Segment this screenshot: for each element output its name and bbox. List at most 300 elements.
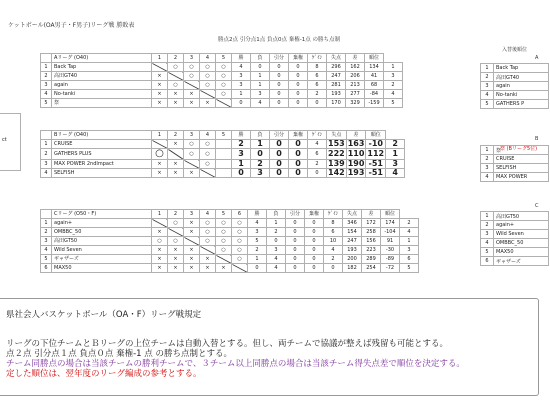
stat-value: 6 (308, 72, 327, 81)
table-row (41, 246, 419, 255)
match-result: × (152, 90, 168, 99)
stat-value: 112 (367, 149, 385, 158)
stat-value: 41 (365, 72, 384, 81)
stat-value: -10 (366, 140, 386, 149)
rules-box (0, 298, 539, 396)
stat-value: 4 (384, 90, 403, 99)
stat-value: 247 (327, 72, 346, 81)
stat-value: -104 (381, 228, 400, 237)
stat-value: 0 (289, 90, 308, 99)
match-result (216, 160, 232, 169)
side-rank: 6 (481, 257, 494, 266)
stat-value: 1 (251, 81, 270, 90)
match-result: ○ (200, 149, 216, 160)
stat-value: -159 (365, 99, 384, 108)
stat-value: 134 (365, 63, 384, 72)
stat-value: 0 (305, 237, 324, 246)
stat-value: 281 (327, 81, 346, 90)
table-row (41, 90, 403, 99)
stat-value: 1 (251, 72, 270, 81)
stat-value: -51 (366, 160, 386, 169)
team-number: 1 (41, 63, 52, 72)
side-row (481, 155, 549, 164)
stat-value: 0 (270, 160, 289, 169)
side-a-label: A (535, 55, 539, 61)
match-result: ○ (152, 149, 168, 160)
match-result: ○ (232, 255, 248, 264)
side-a-table (480, 63, 549, 109)
stat-value: 0 (305, 228, 324, 237)
side-rank: 1 (481, 146, 494, 155)
stat-value: 4 (400, 228, 419, 237)
stat-value: 156 (362, 237, 381, 246)
opponent-header: 2 (168, 131, 184, 140)
table-row (41, 72, 403, 81)
match-result: × (200, 99, 216, 108)
match-result: ○ (216, 219, 232, 228)
stat-value: 1 (384, 63, 403, 72)
table-row (41, 237, 419, 246)
side-b-table (480, 145, 549, 182)
stat-value: 0 (270, 90, 289, 99)
stat-value: 2 (386, 140, 405, 149)
stat-value: 296 (327, 63, 346, 72)
team-number: 5 (41, 99, 52, 108)
stat-value: 0 (289, 160, 308, 169)
match-result (184, 237, 200, 246)
stat-value: 213 (346, 81, 365, 90)
stat-header: 負 (267, 210, 286, 219)
stat-value: 0 (289, 140, 308, 149)
side-rank: 2 (481, 73, 494, 82)
stat-value: 0 (289, 63, 308, 72)
side-c-label: C (535, 203, 539, 209)
side-row (481, 212, 549, 221)
stat-header: 順位 (366, 131, 386, 140)
match-result: ○ (216, 246, 232, 255)
opponent-header: 2 (168, 54, 184, 63)
match-result (200, 169, 216, 178)
stat-header: 引分 (270, 131, 289, 140)
stat-header: 勝 (232, 131, 251, 140)
side-team: CRUISE (494, 155, 549, 164)
stat-value: 8 (324, 219, 343, 228)
table-row (41, 140, 405, 149)
stat-header: 棄権 (289, 54, 308, 63)
stat-value: 4 (251, 99, 270, 108)
opponent-header: 2 (168, 210, 184, 219)
match-result: ○ (152, 237, 168, 246)
opponent-header: 1 (152, 131, 168, 140)
opponent-header: 3 (184, 131, 200, 140)
side-team: MAX50 (494, 248, 549, 257)
stat-value: 190 (347, 159, 365, 168)
match-result: ○ (200, 237, 216, 246)
team-name: MAX50 (52, 264, 152, 273)
match-result (152, 63, 168, 72)
stat-value: 2 (248, 246, 267, 255)
stat-value: 8 (308, 63, 327, 72)
league-label: Cリーグ (O50・F) (52, 210, 152, 219)
stat-value: 1 (232, 90, 251, 99)
side-b-note: 祭 (Bリーグ5位) (500, 146, 538, 152)
stat-value: 193 (343, 246, 362, 255)
stat-value: 2 (308, 160, 327, 169)
stat-value: 6 (308, 149, 327, 160)
stat-value: 0 (270, 99, 289, 108)
side-team: 祭 (494, 146, 549, 155)
side-rank: 1 (481, 212, 494, 221)
stat-value: 0 (232, 169, 251, 178)
stat-value: 182 (343, 264, 362, 273)
table-row (41, 264, 419, 273)
match-result (200, 90, 216, 99)
match-result: ○ (216, 228, 232, 237)
stat-value: 0 (305, 219, 324, 228)
side-team: SELFISH (494, 164, 549, 173)
stat-value: 1 (248, 255, 267, 264)
match-result: ○ (232, 228, 248, 237)
team-name: 高田GT50 (52, 237, 152, 246)
match-result: × (152, 264, 168, 273)
side-row (481, 73, 549, 82)
side-team: GATHERS P (494, 100, 549, 109)
match-result (200, 246, 216, 255)
stat-value: 0 (289, 149, 308, 160)
stat-value: 193 (347, 168, 365, 177)
team-name: 祭 (52, 99, 152, 108)
left-partial-text: ct (2, 137, 7, 143)
stat-value: 4 (386, 169, 405, 178)
match-result (216, 140, 232, 149)
match-result (152, 219, 168, 228)
stat-value: 139 (328, 159, 345, 168)
side-team: ギャザーズ (494, 257, 549, 266)
opponent-header: 5 (216, 54, 232, 63)
stat-header: 順位 (365, 54, 384, 63)
team-number: 1 (41, 140, 52, 149)
team-name: again (52, 81, 152, 90)
team-name: Back Tap (52, 63, 152, 72)
match-result: ○ (200, 63, 216, 72)
match-result: × (168, 160, 184, 169)
team-name: SELFISH (52, 169, 152, 178)
stat-value: 346 (343, 219, 362, 228)
opponent-header: 1 (152, 54, 168, 63)
league-b-table (40, 130, 405, 178)
opponent-header: 6 (232, 210, 248, 219)
side-row (481, 248, 549, 257)
match-result: × (152, 228, 168, 237)
side-rank: 3 (481, 82, 494, 91)
stat-value: 3 (400, 246, 419, 255)
stat-value: 3 (384, 72, 403, 81)
stat-value: -30 (381, 246, 400, 255)
side-row (481, 82, 549, 91)
stat-value: 3 (251, 90, 270, 99)
table-row (41, 255, 419, 264)
match-result: × (184, 255, 200, 264)
team-name: ギャザーズ (52, 255, 152, 264)
stat-value: 2 (384, 81, 403, 90)
side-rank: 5 (481, 100, 494, 109)
stat-value: 289 (362, 255, 381, 264)
team-name: MAX POWER 2ndImpact (52, 160, 152, 169)
stat-value: 2 (267, 228, 286, 237)
side-row (481, 64, 549, 73)
match-result: ○ (200, 140, 216, 149)
stat-value: 0 (305, 246, 324, 255)
side-rank: 5 (481, 248, 494, 257)
match-result: × (184, 169, 200, 178)
stat-value: 1 (386, 149, 405, 160)
match-result: × (168, 246, 184, 255)
match-result: ○ (216, 72, 232, 81)
stat-value: 4 (308, 140, 327, 149)
header-blank (41, 54, 52, 63)
match-result: × (152, 255, 168, 264)
stat-header: 負 (251, 54, 270, 63)
team-number: 5 (41, 255, 52, 264)
stat-value: 2 (232, 140, 251, 149)
match-result: ○ (168, 219, 184, 228)
stat-value: 0 (289, 169, 308, 178)
stat-value: 0 (289, 99, 308, 108)
stat-header: ｹﾞｲﾝ (324, 210, 343, 219)
stat-value: 0 (270, 149, 289, 160)
stat-value: 1 (251, 140, 270, 149)
stat-value: 222 (328, 149, 345, 158)
stat-header: 差 (362, 210, 381, 219)
stat-value: -72 (381, 264, 400, 273)
side-team: No-tanki (494, 91, 549, 100)
match-result: ○ (200, 81, 216, 90)
side-row (481, 146, 549, 155)
stat-header: 失点 (343, 210, 362, 219)
side-team: again+ (494, 221, 549, 230)
stat-value: 3 (251, 169, 270, 178)
stat-value: 3 (248, 228, 267, 237)
stat-value: 153 (328, 139, 345, 148)
stat-value: 277 (346, 90, 365, 99)
team-name: No-tanki (52, 90, 152, 99)
team-number: 6 (41, 264, 52, 273)
team-number: 2 (41, 149, 52, 160)
stat-value: 172 (362, 219, 381, 228)
stat-value: 2 (400, 219, 419, 228)
match-result: ○ (184, 63, 200, 72)
stat-value: 154 (343, 228, 362, 237)
stat-value: 163 (347, 139, 365, 148)
stat-header: 順位 (381, 210, 400, 219)
table-row (41, 169, 405, 178)
team-name: Wild Seven (52, 246, 152, 255)
match-result: ○ (216, 90, 232, 99)
stat-value: 4 (267, 264, 286, 273)
side-b-label: B (535, 136, 539, 142)
opponent-header: 5 (216, 131, 232, 140)
stat-header: 引分 (270, 54, 289, 63)
stat-value: 0 (270, 140, 289, 149)
opponent-header: 3 (184, 54, 200, 63)
stat-value: 1 (267, 219, 286, 228)
side-rank: 3 (481, 164, 494, 173)
stat-value: 193 (327, 90, 346, 99)
stat-value: -51 (366, 169, 386, 178)
league-a-table (40, 53, 403, 108)
match-result: × (152, 81, 168, 90)
stat-value: 142 (328, 168, 345, 177)
side-rank: 4 (481, 239, 494, 248)
league-label: Bリーグ (O40) (52, 131, 152, 140)
side-rank: 2 (481, 155, 494, 164)
stat-value: 91 (381, 237, 400, 246)
rules-line-3: チーム同勝点の場合は当該チームの勝利チームで、３チーム以上同勝点の場合は当該チーム得失点差で順位を決定する。 (6, 359, 465, 369)
match-result (232, 264, 248, 273)
stat-value: 0 (286, 219, 305, 228)
stat-value: 4 (248, 219, 267, 228)
side-rank: 4 (481, 91, 494, 100)
stat-value: 4 (267, 255, 286, 264)
side-team: MAX POWER (494, 173, 549, 182)
match-result (184, 160, 200, 169)
table-row (41, 219, 419, 228)
page-title: ケットボール(OA男子・F男子)リーグ戦 勝敗表 (8, 22, 135, 29)
stat-header: 棄権 (289, 131, 308, 140)
stat-value: 170 (327, 99, 346, 108)
stat-value: 6 (400, 255, 419, 264)
side-rank: 4 (481, 173, 494, 182)
opponent-header: 4 (200, 131, 216, 140)
stat-value: 5 (248, 237, 267, 246)
stat-value: 0 (305, 255, 324, 264)
stat-value: 4 (324, 246, 343, 255)
stat-value: 0 (289, 81, 308, 90)
match-result: ○ (200, 160, 216, 169)
match-result: × (200, 255, 216, 264)
stat-value: 3 (386, 160, 405, 169)
stat-value: 0 (286, 264, 305, 273)
match-result (216, 169, 232, 178)
match-result: ○ (184, 140, 200, 149)
team-name: GATHERS PLUS (52, 149, 152, 160)
side-rank: 2 (481, 221, 494, 230)
stat-value: 68 (365, 81, 384, 90)
match-result: × (184, 99, 200, 108)
opponent-header: 1 (152, 210, 168, 219)
rules-heading: 県社会人バスケットボール（OA・F）リーグ戦規定 (6, 310, 202, 320)
match-result (216, 149, 232, 160)
match-result: ○ (216, 81, 232, 90)
header-blank (41, 131, 52, 140)
side-c-table (480, 211, 549, 266)
stat-value: 4 (232, 63, 251, 72)
stat-header: 棄権 (305, 210, 324, 219)
stat-value: 0 (267, 237, 286, 246)
match-result: ○ (200, 219, 216, 228)
stat-value: 5 (400, 264, 419, 273)
stat-value: 2 (251, 160, 270, 169)
match-result: × (168, 169, 184, 178)
stat-value: 3 (232, 149, 251, 160)
match-result (216, 99, 232, 108)
stat-value: 0 (270, 169, 289, 178)
stat-header: 勝 (232, 54, 251, 63)
match-result: × (168, 140, 184, 149)
side-team: Wild Seven (494, 230, 549, 239)
stat-header: 差 (346, 54, 365, 63)
match-result: ○ (168, 63, 184, 72)
stat-value: 0 (248, 264, 267, 273)
stat-value: 0 (286, 228, 305, 237)
stat-value: 0 (286, 237, 305, 246)
match-result: ○ (200, 228, 216, 237)
stat-value: 1 (232, 160, 251, 169)
match-result: × (152, 246, 168, 255)
match-result (168, 72, 184, 81)
team-number: 3 (41, 237, 52, 246)
stat-header: 失点 (327, 131, 347, 140)
match-result: × (152, 99, 168, 108)
match-result: × (168, 264, 184, 273)
team-number: 3 (41, 160, 52, 169)
match-result: × (168, 99, 184, 108)
stat-value: 0 (270, 63, 289, 72)
match-result: × (184, 228, 200, 237)
stat-value: 1 (400, 237, 419, 246)
stat-value: 206 (346, 72, 365, 81)
team-name: OMBBC_50 (52, 228, 152, 237)
match-result: ○ (216, 63, 232, 72)
match-result: × (184, 264, 200, 273)
side-team: 高田GT40 (494, 73, 549, 82)
side-team: 高田GT50 (494, 212, 549, 221)
stat-value: 200 (343, 255, 362, 264)
match-result: ○ (216, 237, 232, 246)
team-name: 高田GT40 (52, 72, 152, 81)
stat-value: 5 (384, 99, 403, 108)
match-result: ○ (232, 237, 248, 246)
stat-value: 0 (232, 99, 251, 108)
points-rule: 勝点2点 引分点1点 負点0点 棄権-1点 の勝ち点制 (218, 37, 340, 43)
team-name: CRUISE (52, 140, 152, 149)
stat-header: 負 (251, 131, 270, 140)
stat-value: 223 (362, 246, 381, 255)
match-result: × (184, 90, 200, 99)
side-rank: 3 (481, 230, 494, 239)
match-result (216, 255, 232, 264)
match-result (168, 228, 184, 237)
match-result: ○ (168, 237, 184, 246)
opponent-header: 3 (184, 210, 200, 219)
side-team: Back Tap (494, 64, 549, 73)
header-blank (41, 210, 52, 219)
side-row (481, 91, 549, 100)
stat-value: 110 (347, 149, 365, 158)
stat-header: 失点 (327, 54, 346, 63)
team-name: again+ (52, 219, 152, 228)
table-row (41, 149, 405, 160)
stat-value: 6 (324, 228, 343, 237)
stat-value: 0 (286, 255, 305, 264)
table-row (41, 228, 419, 237)
stat-header: 勝 (248, 210, 267, 219)
side-row (481, 230, 549, 239)
rules-line-4: 定した順位は、翌年度のリーグ編成の参考とする。 (6, 369, 202, 379)
stat-value: 0 (251, 63, 270, 72)
team-number: 3 (41, 81, 52, 90)
table-row (41, 99, 403, 108)
